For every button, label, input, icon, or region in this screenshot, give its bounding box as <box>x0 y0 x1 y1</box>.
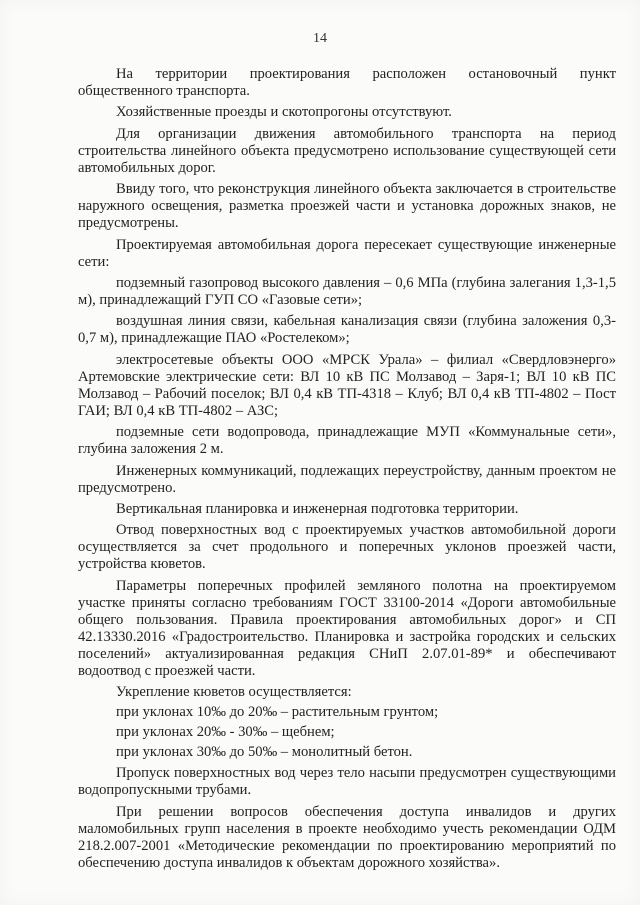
list-item-slope-10-20: при уклонах 10‰ до 20‰ – растительным грунтом; <box>116 704 439 721</box>
list-item-slope-20-30: при уклонах 20‰ - 30‰ – щебнем; <box>116 724 335 741</box>
paragraph-traffic-organization: Для организации движения автомобильного транспорта на период строительства линейного объекта предусмотрено использование существующей сети автомобильных дорог. <box>78 125 616 176</box>
paragraph-surface-drainage: Отвод поверхностных вод с проектируемых участков автомобильной дороги осуществляется за счет продольного и поперечных уклонов проезжей части, устройства кюветов. <box>78 522 616 573</box>
paragraph-culverts: Пропуск поверхностных вод через тело насыпи предусмотрен существующими водопропускными трубами. <box>78 765 616 799</box>
list-item-water-supply: подземные сети водопровода, принадлежащие МУП «Коммунальные сети», глубина заложения 2 м. <box>78 424 616 458</box>
paragraph-cross-section-parameters: Параметры поперечных профилей земляного полотна на проектируемом участке приняты согласно требованиям ГОСТ 33100-2014 «Дороги автомобильные общего пользования. Правила проектирования автомобильных дорог» и СП 42.13330.2016 «Градостроительство. Планировка и застройка городских и сельских поселений» актуализированная редакция СНиП 2.07.01-89* и обеспечивают водоотвод с проезжей части. <box>78 577 616 679</box>
list-item-gas-pipeline: подземный газопровод высокого давления – 0,6 МПа (глубина залегания 1,3-1,5 м), принадлежащий ГУП СО «Газовые сети»; <box>78 274 616 308</box>
paragraph-reconstruction-scope: Ввиду того, что реконструкция линейного объекта заключается в строительстве наружного освещения, разметка проезжей части и установка дорожных знаков, не предусмотрены. <box>78 181 616 232</box>
paragraph-livestock-passes: Хозяйственные проезды и скотопрогоны отсутствуют. <box>116 104 452 121</box>
section-heading-vertical-planning: Вертикальная планировка и инженерная подготовка территории. <box>116 500 519 517</box>
list-item-slope-30-50: при уклонах 30‰ до 50‰ – монолитный бетон. <box>116 744 413 761</box>
paragraph-no-relocation: Инженерных коммуникаций, подлежащих переустройству, данным проектом не предусмотрено. <box>78 462 616 496</box>
page-number: 14 <box>313 31 327 46</box>
list-item-power-grid: электросетевые объекты ООО «МРСК Урала» – филиал «Свердловэнерго» Артемовские электрические сети: ВЛ 10 кВ ПС Молзавод – Заря-1; ВЛ 10 кВ ПС Молзавод – Рабочий поселок; ВЛ 0,4 кВ ТП-4318 – Клуб; ВЛ 0,4 кВ ТП-4802 – Пост ГАИ; ВЛ 0,4 кВ ТП-4802 – АЗС; <box>78 351 616 419</box>
list-item-communication-line: воздушная линия связи, кабельная канализация связи (глубина заложения 0,3-0,7 м), принадлежащие ПАО «Ростелеком»; <box>78 313 616 347</box>
document-body <box>78 66 616 876</box>
paragraph-bus-stop: На территории проектирования расположен остановочный пункт общественного транспорта. <box>78 66 616 99</box>
paragraph-ditch-reinforcement: Укрепление кюветов осуществляется: <box>116 684 352 701</box>
paragraph-accessibility: При решении вопросов обеспечения доступа инвалидов и других маломобильных групп населения в проекте необходимо учесть рекомендации ОДМ 218.2.007-2001 «Методические рекомендации по проектированию мероприятий по обеспечению доступа инвалидов к объектам дорожного хозяйства». <box>78 803 616 871</box>
paragraph-utility-crossings: Проектируемая автомобильная дорога пересекает существующие инженерные сети: <box>78 236 616 270</box>
